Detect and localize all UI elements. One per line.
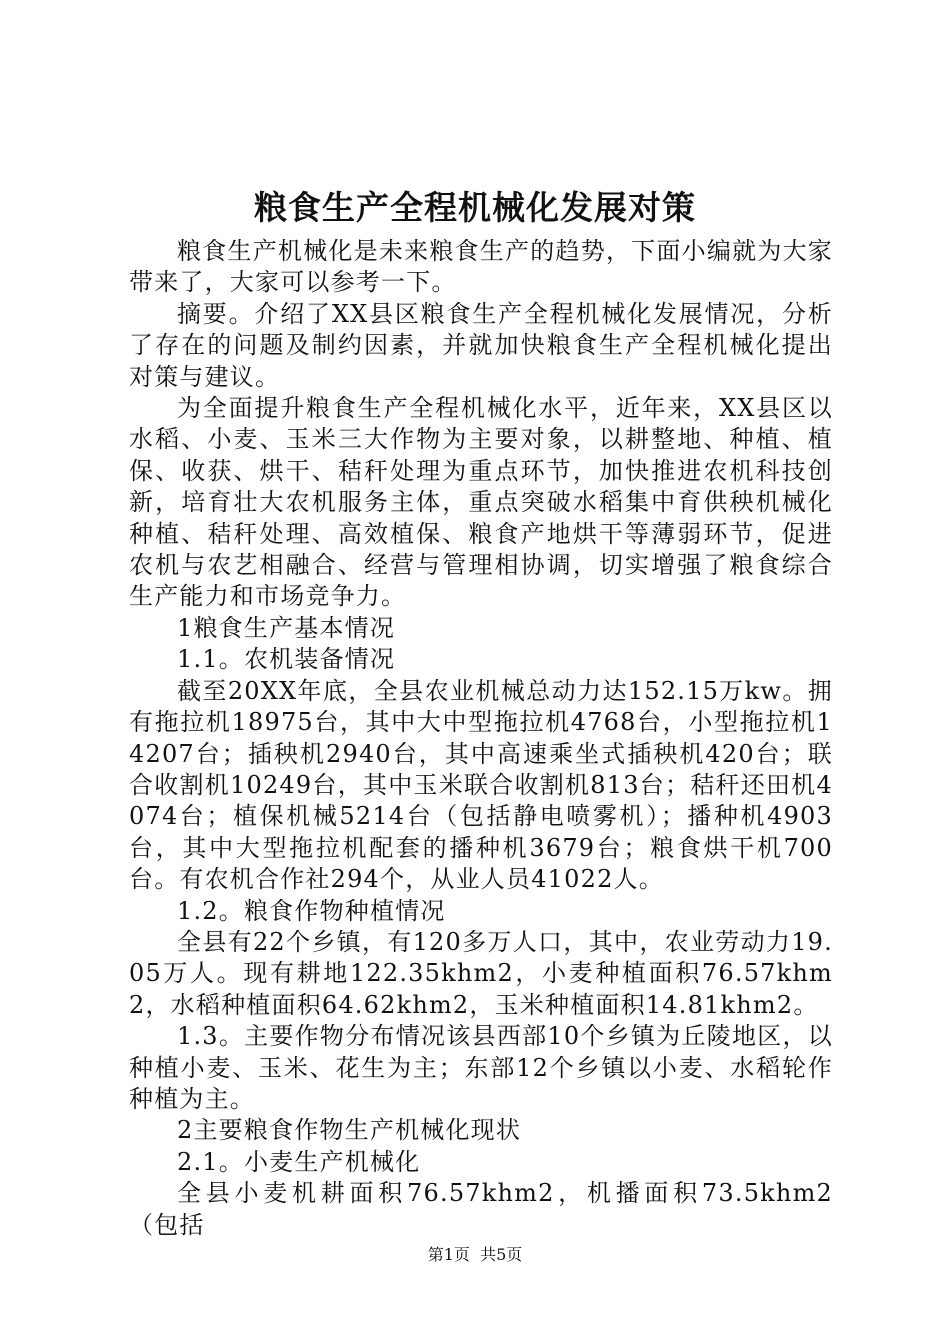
paragraph: 全县有22个乡镇，有120多万人口，其中，农业劳动力19.05万人。现有耕地122.35khm2，小麦种植面积76.57khm2，水稻种植面积64.62khm2，玉米种植面积14.81khm2。 xyxy=(129,927,833,1019)
section-heading: 2.1。小麦生产机械化 xyxy=(177,1147,421,1176)
document-body xyxy=(129,236,833,1241)
document-title: 粮食生产全程机械化发展对策 xyxy=(254,188,696,227)
paragraph: 全县小麦机耕面积76.57khm2，机播面积73.5khm2（包括 xyxy=(129,1179,833,1239)
page-footer xyxy=(0,1244,950,1266)
paragraph: 摘要。介绍了XX县区粮食生产全程机械化发展情况，分析了存在的问题及制约因素，并就加快粮食生产全程机械化提出对策与建议。 xyxy=(129,299,833,391)
paragraph: 为全面提升粮食生产全程机械化水平，近年来，XX县区以水稻、小麦、玉米三大作物为主要对象，以耕整地、种植、植保、收获、烘干、秸秆处理为重点环节，加快推进农机科技创新，培育壮大农机服务主体，重点突破水稻集中育供秧机械化种植、秸秆处理、高效植保、粮食产地烘干等薄弱环节，促进农机与农艺相融合、经营与管理相协调，切实增强了粮食综合生产能力和市场竞争力。 xyxy=(129,394,833,611)
paragraph: 1.3。主要作物分布情况该县西部10个乡镇为丘陵地区，以种植小麦、玉米、花生为主；东部12个乡镇以小麦、水稻轮作种植为主。 xyxy=(129,1022,833,1113)
page-total: 共5页 xyxy=(480,1245,523,1264)
section-heading: 1粮食生产基本情况 xyxy=(177,613,396,642)
section-heading: 1.1。农机装备情况 xyxy=(177,645,396,674)
page-number: 第1页 xyxy=(427,1245,470,1264)
paragraph: 截至20XX年底，全县农业机械总动力达152.15万kw。拥有拖拉机18975台，其中大中型拖拉机4768台，小型拖拉机14207台；插秧机2940台，其中高速乘坐式插秧机420台；联合收割机10249台，其中玉米联合收割机813台；秸秆还田机4074台；植保机械5214台（包括静电喷雾机）；播种机4903台，其中大型拖拉机配套的播种机3679台；粮食烘干机700台。有农机合作社294个，从业人员41022人。 xyxy=(129,676,833,894)
paragraph: 粮食生产机械化是未来粮食生产的趋势，下面小编就为大家带来了，大家可以参考一下。 xyxy=(129,237,833,297)
section-heading: 2主要粮食作物生产机械化现状 xyxy=(177,1116,522,1145)
section-heading: 1.2。粮食作物种植情况 xyxy=(177,896,446,925)
